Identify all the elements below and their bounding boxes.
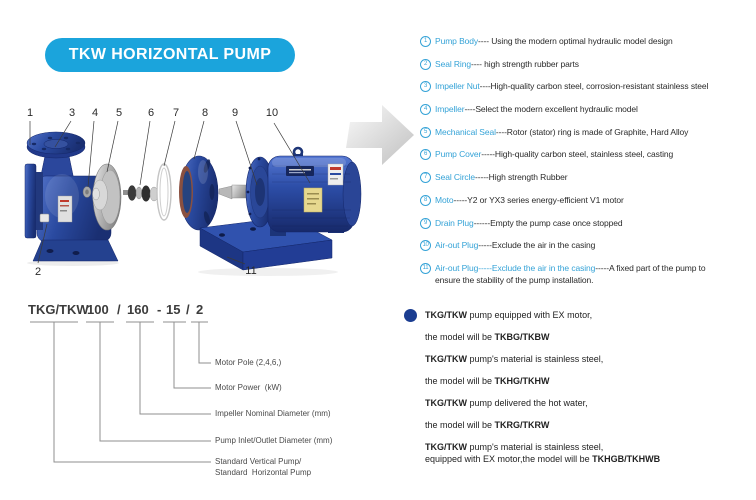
motor-nameplate [286,166,314,176]
callout-9: 9 [231,107,239,119]
list-item [420,240,754,263]
part-desc: ------Empty the pump case once stopped [473,217,623,228]
part-name: Air-out Plug [435,240,479,251]
callout-8: 8 [201,107,209,119]
part-name: Seal Ring [435,58,471,69]
nameplate [58,196,72,222]
page-title: TKW HORIZONTAL PUMP [68,46,272,63]
impeller [93,164,122,230]
variant-line [425,442,603,453]
list-item [420,263,754,286]
part-name: Impeller Nut [435,81,480,92]
part-name-extra: -----Exclude the air in the casing [478,262,596,273]
variant-series: TKG/TKW [425,442,467,452]
model-code-series: TKG/TKW [28,302,89,317]
yellow-label [304,188,322,212]
model-breakdown-lines [0,315,420,500]
callout-11: 11 [245,265,257,277]
part-desc: ----Rotor (stator) ring is made of Graphite, Hard Alloy [495,126,689,137]
variant-model: TKHGB/TKHWB [592,454,661,464]
part-desc: -----Y2 or YX3 series energy-efficient V1 motor [453,194,624,205]
mechanical-seal [123,186,162,202]
part-name: Drain Plug [435,217,474,228]
callout-6: 6 [147,107,155,119]
variant-text: pump's material is stainless steel, [467,442,604,452]
part-desc: -----High-quality carbon steel, stainless steel, casting [481,149,674,160]
drain-plug [40,214,49,222]
pump-exploded-diagram [10,100,420,292]
model-code-sep2: - [157,302,162,317]
part-name: Seal Circle [435,172,475,183]
variant-text: the model will be [425,332,495,342]
part-name: Moto [435,194,454,205]
label-motor-power: Motor Power (kW) [215,383,282,392]
item-number-badge: 6 [420,149,431,160]
callout-1: 1 [26,107,34,119]
item-number-badge: 2 [420,59,431,70]
part-desc: ---- Using the modern optimal hydraulic model design [478,36,673,46]
part-name: Pump Cover [435,149,482,160]
item-number-badge: 1 [420,36,431,47]
variant-text: pump's material is stainless steel, [467,354,604,364]
item-number-badge: 3 [420,81,431,92]
label-standard-v: Standard Vertical Pump/ [215,457,302,466]
variant-series: TKG/TKW [425,354,467,364]
callout-4: 4 [91,107,99,119]
label-inlet-dia: Pump Inlet/Outlet Diameter (mm) [215,436,333,445]
callout-10: 10 [265,107,279,119]
list-item [420,36,754,59]
item-number-badge: 11 [420,263,431,274]
label-impeller-dia: Impeller Nominal Diameter (mm) [215,409,331,418]
part-desc: ----High-quality carbon steel, corrosion-resistant stainless steel [479,81,709,92]
right-arrow-icon [346,105,414,165]
impeller-nut [83,187,91,198]
part-desc: ----Select the modern excellent hydraulic model [464,104,638,115]
model-code-impeller: 160 [127,302,149,317]
part-desc: -----High strength Rubber [475,172,568,183]
model-code-sep3: / [186,302,190,317]
o-ring [157,164,171,220]
callout-3: 3 [68,107,76,119]
part-desc: -----A fixed part of the pump to [595,262,706,273]
item-number-badge: 5 [420,127,431,138]
variant-line [425,310,592,321]
variant-text: pump delivered the hot water, [467,398,588,408]
variant-series: TKG/TKW [425,310,467,320]
part-desc-line2: ensure the stability of the pump installation. [435,274,594,285]
variant-text: pump equipped with EX motor, [467,310,593,320]
model-code-sep1: / [117,302,121,317]
list-item [420,59,754,82]
parts-list [420,36,754,286]
variant-text: equipped with EX motor,the model will be [425,454,593,464]
callout-7: 7 [172,107,180,119]
list-item [420,172,754,195]
pump-cover [179,156,218,230]
variant-line [425,454,660,465]
item-number-badge: 10 [420,240,431,251]
list-item [420,81,754,104]
part-name: Pump Body [435,36,479,46]
part-name: Air-out Plug [435,262,479,273]
list-item [420,127,754,150]
motor-shaft [219,185,250,199]
callout-2: 2 [34,266,42,278]
variant-line [425,332,550,343]
variant-line [425,398,588,409]
list-item [420,195,754,218]
label-standard-h: Standard Horizontal Pump [215,468,312,477]
bullet-icon [404,309,417,322]
part-desc: ---- high strength rubber parts [470,58,579,69]
variant-series: TKG/TKW [425,398,467,408]
part-name: Impeller [435,104,465,115]
variant-text: the model will be [425,376,495,386]
part-name: Mechanical Seal [435,126,496,137]
list-item [420,104,754,127]
item-number-badge: 9 [420,218,431,229]
item-number-badge: 7 [420,172,431,183]
label-motor-pole: Motor Pole (2,4,6,) [215,358,282,367]
callout-5: 5 [115,107,123,119]
part-desc: -----Exclude the air in the casing [478,240,596,251]
variant-model: TKRG/TKRW [494,420,550,430]
model-code-power: 15 [166,302,181,317]
model-code-pole: 2 [196,302,204,317]
motor [246,148,361,236]
variant-text: the model will be [425,420,495,430]
model-code-inlet: 100 [87,302,109,317]
item-number-badge: 8 [420,195,431,206]
variant-line [425,376,550,387]
item-number-badge: 4 [420,104,431,115]
variant-line [425,354,603,365]
variant-model: TKBG/TKBW [494,332,550,342]
list-item [420,218,754,241]
variant-line [425,420,549,431]
list-item [420,149,754,172]
shadow [198,268,338,276]
variant-model: TKHG/TKHW [494,376,550,386]
title-banner [45,38,295,72]
